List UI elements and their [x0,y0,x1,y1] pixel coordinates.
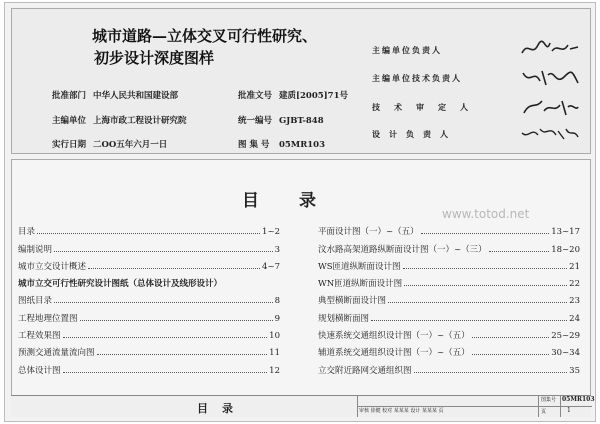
unified-no-row [238,114,324,126]
toc-entry-page: 25~29 [551,331,580,342]
toc-entry-title: 总体设计图 [18,365,61,376]
toc-entry[interactable] [318,289,580,306]
drawing-sheet [4,2,596,422]
toc-entry-page: 21 [569,261,580,272]
atlas-no-label: 图 集 号 [238,140,270,150]
toc-entry-title: 立交附近路网交通组织图 [318,365,412,376]
toc-entry-title: WS匝道纵断面设计图 [318,261,401,272]
toc-entry[interactable] [18,220,280,237]
toc-entry-page: 9 [274,313,280,324]
toc-entry[interactable] [18,237,280,254]
toc-entry-title: 规划横断面图 [318,313,370,324]
toc-entry-title: 辅道系统交通组织设计图（一）~（五） [318,348,470,359]
watermark-text: www.totod.net [442,207,530,221]
toc-entry-page: 18~20 [551,244,580,255]
toc-entry[interactable] [318,324,580,341]
toc-entry[interactable] [318,272,580,289]
toc-entry-page: 10 [269,331,280,342]
toc-entry-page: 30~34 [551,348,580,359]
toc-entry-page: 1~2 [262,227,280,238]
toc-entry-title: 快速系统交通组织设计图（一）~（五） [318,331,470,342]
approve-doc-row [238,89,348,101]
signature-role-chief-editor: 主编单位负责人 [372,45,442,55]
approve-dept-row [52,89,178,101]
handwritten-signature-2 [520,67,580,87]
atlas-no-value: 05MR103 [278,140,326,150]
atlas-title-line2: 初步设计深度图样 [94,49,215,67]
approve-dept-value: 中华人民共和国建设部 [92,91,178,101]
editor-unit-label: 主编单位 [52,116,87,126]
toc-entry-page: 4~7 [262,261,280,272]
signature-role-tech-lead: 主编单位技术负责人 [372,73,462,83]
toc-entry-page: 35 [569,365,580,376]
toc-entry-title: 编制说明 [18,244,53,255]
editor-unit-row [52,114,186,126]
toc-entry-page: 24 [569,313,580,324]
toc-leader-dots [472,354,550,355]
toc-entry-page: 13~17 [551,227,580,238]
toc-entry[interactable] [18,306,280,323]
toc-entry[interactable] [318,306,580,323]
toc-entry[interactable] [18,341,280,358]
atlas-no-row [238,138,325,150]
toc-entry-title: 汶水路高架道路纵断面设计图（一）~（三） [318,244,487,255]
toc-entry-title: 城市立交设计概述 [18,261,87,272]
toc-entry[interactable] [318,255,580,272]
toc-entry-title: WN匝道纵断面设计图 [318,279,403,290]
toc-leader-dots [371,320,567,321]
toc-left-column [18,220,280,376]
toc-entry-title: 图纸目录 [18,296,53,307]
toc-leader-dots [80,320,273,321]
toc-leader-dots [63,337,268,338]
effective-date-row [52,138,167,150]
atlas-title [92,25,342,69]
toc-entry-title: 目录 [18,227,36,238]
toc-right-column [318,220,580,376]
handwritten-signature-4 [520,123,580,143]
toc-leader-dots [388,302,567,303]
toc-leader-dots [403,268,568,269]
toc-entry-title: 工程效果图 [18,331,61,342]
toc-entry-page: 11 [269,348,280,359]
atlas-title-line1: 城市道路—立体交叉可行性研究、 [92,27,318,45]
toc-entry-title: 城市立交可行性研究设计图纸（总体设计及线形设计） [18,279,223,290]
cover-info-panel [11,8,591,154]
unified-no-label: 统一编号 [238,116,273,126]
title-block-page: 1 [567,407,571,414]
toc-leader-dots [54,251,273,252]
toc-leader-dots [489,251,550,252]
toc-entry[interactable] [318,220,580,237]
editor-unit-value: 上海市政工程设计研究院 [92,116,187,126]
title-block-signatures: 审核 徐健 校对 某某某 设计 某某某 页 [359,408,444,414]
toc-heading: 目录 [242,191,356,211]
toc-leader-dots [88,268,260,269]
effective-date-label: 实行日期 [52,140,87,150]
toc-leader-dots [54,302,273,303]
unified-no-value: GJBT-848 [278,116,324,126]
toc-entry-title: 预测交通流量流向图 [18,348,95,359]
toc-entry[interactable] [18,358,280,375]
toc-section-heading [18,272,280,289]
table-of-contents [11,159,591,417]
toc-entry[interactable] [18,289,280,306]
toc-leader-dots [414,372,568,373]
toc-leader-dots [421,233,550,234]
toc-entry-title: 工程地理位置图 [18,313,78,324]
toc-entry[interactable] [318,237,580,254]
title-block-divider [538,396,539,417]
toc-entry-page: 23 [569,296,580,307]
signature-role-reviewer: 技术审定人 [372,102,482,112]
toc-entry[interactable] [318,341,580,358]
approve-doc-label: 批准文号 [238,91,273,101]
toc-leader-dots [63,372,268,373]
title-block-name: 目录 [197,402,247,415]
toc-entry-page: 22 [569,279,580,290]
toc-entry[interactable] [18,324,280,341]
handwritten-signature-3 [520,97,580,117]
title-block-page-label: 页 [541,409,547,415]
title-block [11,395,595,417]
approve-dept-label: 批准部门 [52,91,87,101]
toc-leader-dots [97,354,268,355]
title-block-divider [560,396,561,417]
approve-doc-value: 建质[2005]71号 [278,91,348,101]
toc-entry-page: 3 [274,244,280,255]
toc-leader-dots [37,233,260,234]
signature-role-designer: 设计负责人 [372,129,457,139]
toc-entry[interactable] [318,358,580,375]
toc-leader-dots [404,285,567,286]
effective-date-value: 二OO五年六月一日 [92,140,168,150]
title-block-code-label: 图集号 [541,397,557,403]
toc-entry[interactable] [18,255,280,272]
toc-entry-title: 平面设计图（一）~（五） [318,227,419,238]
toc-entry-page: 8 [274,296,280,307]
toc-entry-title: 典型横断面设计图 [318,296,387,307]
handwritten-signature-1 [520,39,580,59]
title-block-code: 05MR103 [562,396,595,403]
toc-leader-dots [472,337,550,338]
toc-entry-page: 12 [269,365,280,376]
